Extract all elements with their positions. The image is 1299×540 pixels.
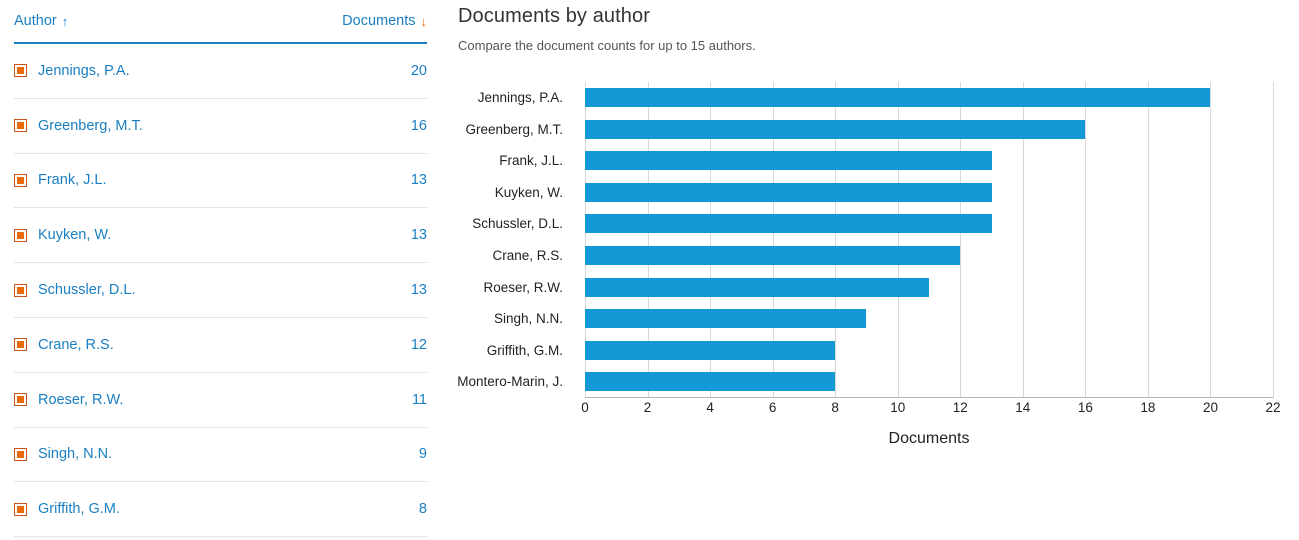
color-swatch-icon[interactable]	[14, 448, 27, 461]
row-count-value[interactable]: 9	[418, 446, 427, 463]
chart-bar-row	[585, 208, 1273, 240]
table-row[interactable]	[14, 482, 427, 537]
chart-bar-row	[585, 335, 1273, 367]
row-left	[14, 282, 136, 298]
chart-bar-row	[585, 303, 1273, 335]
chart-x-axis-title: Documents	[888, 430, 970, 447]
arrow-down-icon: ↓	[420, 13, 427, 29]
row-count-value[interactable]: 11	[411, 391, 427, 408]
chart-bar[interactable]	[585, 151, 992, 170]
color-swatch-icon[interactable]	[14, 393, 27, 406]
table-row[interactable]	[14, 428, 427, 483]
row-count-value[interactable]: 20	[410, 62, 427, 79]
chart-x-tick-label: 10	[890, 400, 906, 415]
chart-bar-row	[585, 366, 1273, 398]
chart-category-label: Greenberg, M.T.	[465, 121, 563, 137]
row-author-label[interactable]: Singh, N.N.	[38, 446, 113, 463]
chart-bar[interactable]	[585, 278, 929, 297]
chart-category-label: Singh, N.N.	[493, 311, 563, 327]
chart-x-tick-label: 22	[1265, 400, 1281, 415]
color-swatch-icon[interactable]	[14, 338, 27, 351]
row-author-label[interactable]: Frank, J.L.	[38, 172, 107, 189]
column-header-author-label: Author	[14, 13, 57, 29]
color-swatch-icon[interactable]	[14, 229, 27, 242]
row-count-value[interactable]: 16	[410, 117, 427, 134]
chart-x-tick-label: 20	[1202, 400, 1218, 415]
row-count-value[interactable]: 12	[410, 336, 427, 353]
row-left	[14, 118, 143, 134]
row-author-label[interactable]: Schussler, D.L.	[38, 282, 136, 299]
chart-bar-row	[585, 177, 1273, 209]
color-swatch-icon[interactable]	[14, 119, 27, 132]
chart-category-label: Schussler, D.L.	[472, 216, 563, 232]
chart-bar[interactable]	[585, 88, 1210, 107]
chart-gridline	[1273, 82, 1274, 398]
table-row[interactable]	[14, 99, 427, 154]
column-header-documents-label: Documents	[342, 13, 416, 29]
chart-x-axis-line	[585, 397, 1273, 398]
table-row[interactable]	[14, 263, 427, 318]
row-author-label[interactable]: Griffith, G.M.	[38, 501, 120, 518]
chart-title: Documents by author	[458, 5, 650, 27]
chart-category-label: Montero-Marin, J.	[457, 374, 563, 390]
chart-x-tick-label: 14	[1015, 400, 1031, 415]
table-row[interactable]	[14, 208, 427, 263]
row-left	[14, 63, 130, 79]
row-count-value[interactable]: 13	[410, 282, 427, 299]
row-count-value[interactable]: 8	[418, 501, 427, 518]
color-swatch-icon[interactable]	[14, 174, 27, 187]
color-swatch-icon[interactable]	[14, 64, 27, 77]
chart-bar[interactable]	[585, 183, 992, 202]
chart-bar[interactable]	[585, 309, 866, 328]
row-left	[14, 172, 107, 188]
color-swatch-icon[interactable]	[14, 503, 27, 516]
row-left	[14, 446, 112, 462]
row-author-label[interactable]: Greenberg, M.T.	[38, 117, 143, 134]
table-row[interactable]	[14, 318, 427, 373]
chart-category-label: Frank, J.L.	[499, 153, 563, 169]
chart-x-tick-label: 4	[706, 400, 714, 415]
row-author-label[interactable]: Roeser, R.W.	[38, 391, 124, 408]
chart-category-label: Jennings, P.A.	[477, 90, 563, 105]
row-count-value[interactable]: 13	[410, 172, 427, 189]
chart-bar-row	[585, 82, 1273, 114]
chart-bars-area	[585, 82, 1273, 398]
row-left	[14, 337, 114, 353]
chart-x-tick-label: 18	[1140, 400, 1156, 415]
chart-category-label: Roeser, R.W.	[483, 279, 563, 295]
row-left	[14, 227, 111, 243]
chart-bar[interactable]	[585, 372, 835, 391]
chart-bar-row	[585, 272, 1273, 304]
chart-plot-area	[443, 82, 1299, 482]
chart-bar-row	[585, 145, 1273, 177]
chart-x-tick-label: 2	[643, 400, 652, 415]
list-header	[14, 0, 427, 44]
table-row[interactable]	[14, 373, 427, 428]
chart-category-labels	[443, 82, 572, 398]
chart-bar-row	[585, 240, 1273, 272]
column-header-documents[interactable]	[342, 13, 427, 29]
chart-panel	[443, 0, 1299, 540]
row-author-label[interactable]: Crane, R.S.	[38, 336, 114, 353]
chart-bar[interactable]	[585, 341, 835, 360]
chart-x-tick-label: 6	[768, 400, 777, 415]
chart-bar[interactable]	[585, 120, 1085, 139]
row-count-value[interactable]: 13	[410, 227, 427, 244]
chart-x-tick-label: 8	[831, 400, 839, 415]
chart-x-tick-label: 12	[952, 400, 968, 415]
chart-bar[interactable]	[585, 246, 960, 265]
chart-subtitle: Compare the document counts for up to 15 authors.	[458, 38, 756, 53]
author-list-panel	[0, 0, 443, 540]
row-author-label[interactable]: Kuyken, W.	[38, 227, 112, 244]
chart-category-label: Crane, R.S.	[492, 247, 563, 263]
color-swatch-icon[interactable]	[14, 284, 27, 297]
chart-x-tick-label: 16	[1077, 400, 1093, 415]
arrow-up-icon: ↑	[61, 13, 69, 29]
chart-bar[interactable]	[585, 214, 992, 233]
row-author-label[interactable]: Jennings, P.A.	[38, 62, 130, 79]
chart-x-tick-labels	[581, 400, 1281, 422]
row-left	[14, 501, 120, 517]
column-header-author[interactable]	[14, 13, 68, 29]
chart-category-label: Griffith, G.M.	[486, 342, 563, 358]
chart-x-tick-label: 0	[581, 400, 589, 415]
table-row[interactable]	[14, 154, 427, 209]
row-left	[14, 392, 123, 408]
chart-bar-row	[585, 114, 1273, 146]
chart-category-label: Kuyken, W.	[494, 184, 563, 200]
table-row[interactable]	[14, 44, 427, 99]
